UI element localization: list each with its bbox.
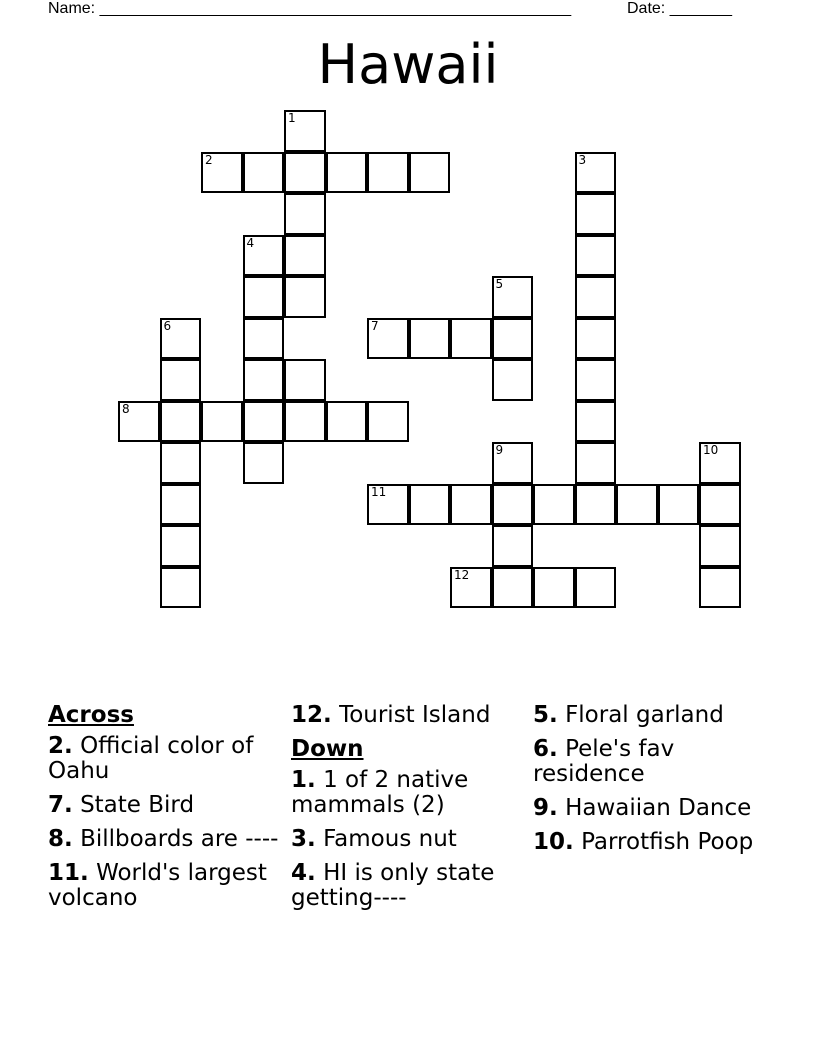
grid-cell[interactable] (160, 318, 202, 360)
clue-number-label: 6 (163, 318, 172, 333)
clue-number-label: 10 (703, 443, 719, 457)
clue-number: 9. (533, 795, 558, 821)
grid-cell[interactable] (492, 484, 534, 526)
clue-across-8 (48, 827, 283, 852)
across-heading: Across (48, 702, 134, 728)
clue-text: Tourist Island (339, 702, 491, 728)
grid-cell[interactable] (284, 235, 326, 277)
grid-cell[interactable] (658, 484, 700, 526)
clue-text: Pele's fav residence (533, 736, 675, 787)
clue-number: 2. (48, 733, 73, 759)
clue-number-label: 9 (495, 443, 504, 457)
grid-cell[interactable] (533, 484, 575, 526)
clue-text: Famous nut (323, 826, 457, 852)
clue-number-label: 12 (454, 567, 470, 582)
clue-text: World's largest volcano (48, 860, 267, 911)
grid-cell[interactable] (160, 401, 202, 443)
grid-cell[interactable] (575, 401, 617, 443)
grid-cell[interactable] (118, 401, 160, 443)
grid-cell[interactable] (492, 442, 534, 484)
grid-cell[interactable] (367, 484, 409, 526)
grid-cell[interactable] (367, 401, 409, 443)
grid-cell[interactable] (492, 359, 534, 401)
grid-cell[interactable] (492, 525, 534, 567)
grid-cell[interactable] (699, 442, 741, 484)
clue-down-5 (533, 703, 768, 728)
grid-cell[interactable] (699, 484, 741, 526)
grid-cell[interactable] (616, 484, 658, 526)
clue-column-3 (533, 703, 768, 864)
grid-cell[interactable] (243, 442, 285, 484)
clue-text: Floral garland (565, 702, 724, 728)
grid-cell[interactable] (243, 276, 285, 318)
page-title: Hawaii (317, 33, 499, 96)
name-field-label[interactable]: Name: _____________________________________________________ (48, 0, 572, 17)
grid-cell[interactable] (409, 152, 451, 194)
clue-text: Hawaiian Dance (565, 795, 752, 821)
clue-text: Parrotfish Poop (581, 829, 754, 855)
clue-number: 6. (533, 736, 558, 762)
clue-down-1 (291, 768, 526, 818)
grid-cell[interactable] (201, 401, 243, 443)
clue-down-6 (533, 737, 768, 787)
grid-cell[interactable] (575, 442, 617, 484)
clue-number: 4. (291, 860, 316, 886)
clue-number: 7. (48, 792, 73, 818)
grid-cell[interactable] (284, 193, 326, 235)
grid-cell[interactable] (160, 359, 202, 401)
clue-across-12 (291, 703, 526, 728)
grid-cell[interactable] (533, 567, 575, 609)
grid-cell[interactable] (243, 235, 285, 277)
grid-cell[interactable] (575, 193, 617, 235)
grid-cell[interactable] (409, 318, 451, 360)
clue-down-3 (291, 827, 526, 852)
grid-cell[interactable] (160, 442, 202, 484)
grid-cell[interactable] (243, 318, 285, 360)
grid-cell[interactable] (699, 567, 741, 609)
grid-cell[interactable] (160, 525, 202, 567)
clue-text: 1 of 2 native mammals (2) (291, 767, 469, 818)
grid-cell[interactable] (284, 276, 326, 318)
clue-text: Official color of Oahu (48, 733, 254, 784)
grid-cell[interactable] (243, 401, 285, 443)
grid-cell[interactable] (575, 484, 617, 526)
clue-down-9 (533, 796, 768, 821)
clue-number-label: 4 (246, 235, 255, 250)
clue-text: HI is only state getting---- (291, 860, 495, 911)
grid-cell[interactable] (450, 567, 492, 609)
grid-cell[interactable] (160, 484, 202, 526)
clue-number-label: 2 (205, 152, 213, 167)
grid-cell[interactable] (575, 359, 617, 401)
grid-cell[interactable] (243, 359, 285, 401)
grid-cell[interactable] (450, 318, 492, 360)
grid-cell[interactable] (492, 567, 534, 609)
clue-number-label: 1 (288, 111, 296, 125)
clue-number-label: 8 (122, 401, 130, 416)
grid-cell[interactable] (326, 152, 368, 194)
clue-number-label: 11 (371, 484, 387, 499)
grid-cell[interactable] (450, 484, 492, 526)
grid-cell[interactable] (492, 318, 534, 360)
grid-cell[interactable] (284, 359, 326, 401)
grid-cell[interactable] (575, 276, 617, 318)
clue-number-label: 5 (495, 277, 504, 291)
clue-number: 11. (48, 860, 89, 886)
clue-number-label: 3 (578, 152, 587, 167)
clue-column-1 (48, 703, 283, 920)
clue-number: 12. (291, 702, 332, 728)
clue-number: 3. (291, 826, 316, 852)
grid-cell[interactable] (575, 567, 617, 609)
grid-cell[interactable] (492, 276, 534, 318)
grid-cell[interactable] (367, 152, 409, 194)
grid-cell[interactable] (575, 152, 617, 194)
grid-cell[interactable] (326, 401, 368, 443)
clue-number: 8. (48, 826, 73, 852)
clue-text: State Bird (80, 792, 195, 818)
grid-cell[interactable] (243, 152, 285, 194)
grid-cell[interactable] (575, 235, 617, 277)
clue-column-2 (291, 703, 526, 920)
grid-cell[interactable] (284, 401, 326, 443)
grid-cell[interactable] (699, 525, 741, 567)
clue-number: 1. (291, 767, 316, 793)
clue-number: 10. (533, 829, 574, 855)
clue-across-11 (48, 861, 283, 911)
grid-cell[interactable] (284, 152, 326, 194)
grid-cell[interactable] (160, 567, 202, 609)
clue-number-label: 7 (371, 318, 379, 333)
grid-cell[interactable] (284, 110, 326, 152)
clue-across-2 (48, 734, 283, 784)
grid-cell[interactable] (201, 152, 243, 194)
grid-cell[interactable] (409, 484, 451, 526)
clue-number: 5. (533, 702, 558, 728)
down-heading: Down (291, 736, 364, 762)
grid-cell[interactable] (575, 318, 617, 360)
grid-cell[interactable] (367, 318, 409, 360)
clue-down-10 (533, 830, 768, 855)
clue-across-7 (48, 793, 283, 818)
clue-text: Billboards are ---- (80, 826, 279, 852)
date-field-label[interactable]: Date: _______ (627, 0, 732, 17)
clue-down-4 (291, 861, 526, 911)
